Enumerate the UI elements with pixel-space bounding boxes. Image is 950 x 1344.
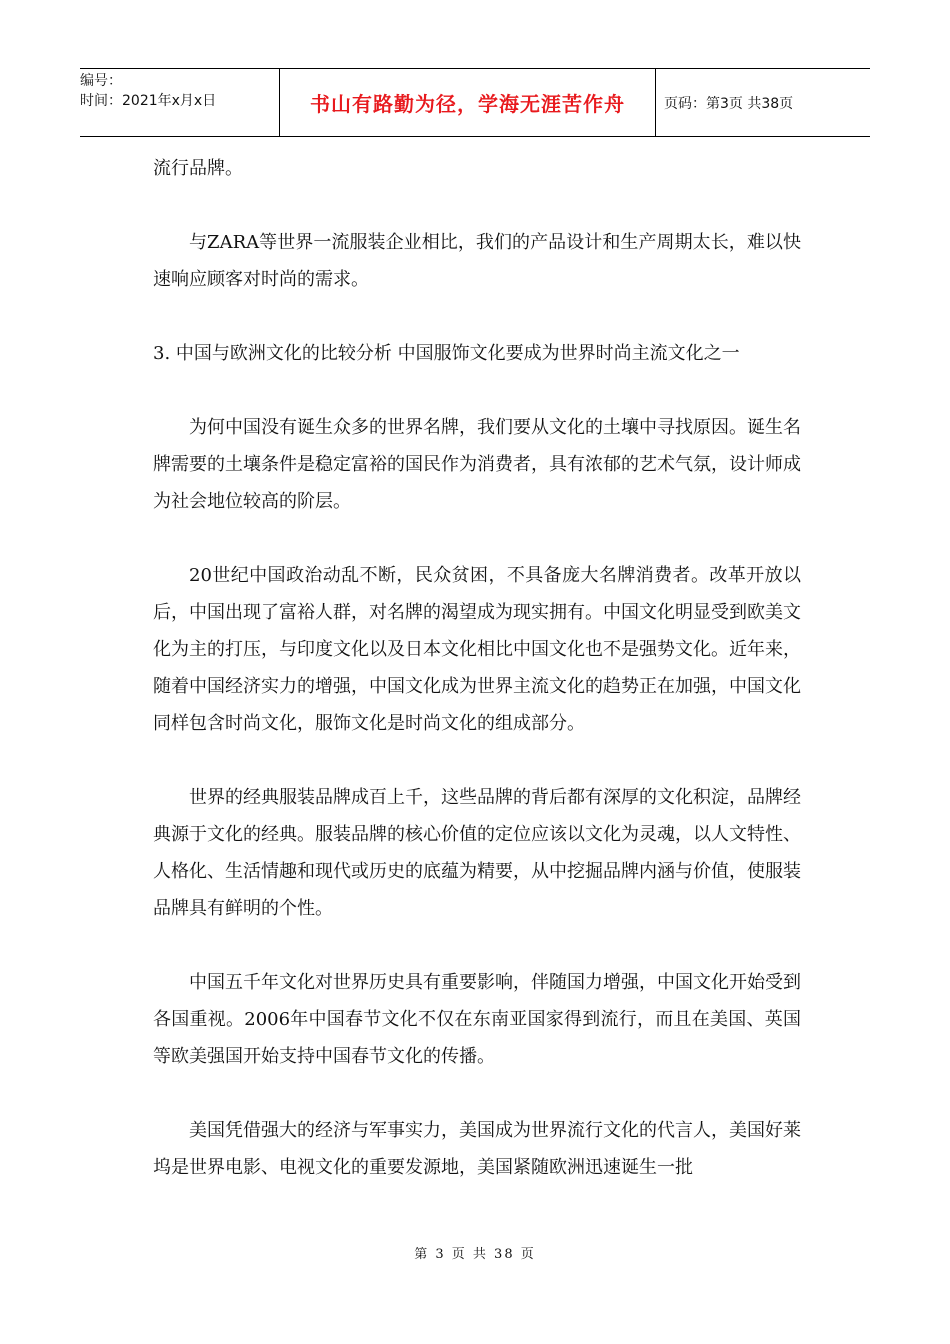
- paragraph-7: 美国凭借强大的经济与军事实力，美国成为世界流行文化的代言人，美国好莱坞是世界电影、电视文化的重要发源地，美国紧随欧洲迅速诞生一批: [153, 1120, 801, 1178]
- section-heading: 3. 中国与欧洲文化的比较分析 中国服饰文化要成为世界时尚主流文化之一: [153, 343, 740, 364]
- page-header: [80, 68, 870, 137]
- header-motto: 书山有路勤为径，学海无涯苦作舟: [280, 69, 656, 136]
- paragraph-3: 为何中国没有诞生众多的世界名牌，我们要从文化的土壤中寻找原因。诞生名牌需要的土壤条件是稳定富裕的国民作为消费者，具有浓郁的艺术气氛，设计师成为社会地位较高的阶层。: [153, 417, 801, 512]
- paragraph-6: 中国五千年文化对世界历史具有重要影响，伴随国力增强，中国文化开始受到各国重视。2006年中国春节文化不仅在东南亚国家得到流行，而且在美国、英国等欧美强国开始支持中国春节文化的传播。: [153, 972, 801, 1067]
- paragraph-4: 20世纪中国政治动乱不断，民众贫困，不具备庞大名牌消费者。改革开放以后，中国出现了富裕人群，对名牌的渴望成为现实拥有。中国文化明显受到欧美文化为主的打压，与印度文化以及日本文化相比中国文化也不是强势文化。近年来，随着中国经济实力的增强，中国文化成为世界主流文化的趋势正在加强，中国文化同样包含时尚文化，服饰文化是时尚文化的组成部分。: [153, 565, 801, 734]
- paragraph-1: 流行品牌。: [153, 158, 243, 179]
- header-page-info: 页码：第3页 共38页: [664, 95, 794, 112]
- document-number-label: 编号：: [80, 73, 122, 89]
- paragraph-5: 世界的经典服装品牌成百上千，这些品牌的背后都有深厚的文化积淀，品牌经典源于文化的经典。服装品牌的核心价值的定位应该以文化为灵魂，以人文特性、人格化、生活情趣和现代或历史的底蕴为精要，从中挖掘品牌内涵与价值，使服装品牌具有鲜明的个性。: [153, 787, 801, 919]
- paragraph-2: 与ZARA等世界一流服装企业相比，我们的产品设计和生产周期太长，难以快速响应顾客对时尚的需求。: [153, 232, 801, 290]
- page-footer: 第 3 页 共 38 页: [414, 1247, 536, 1262]
- header-meta: [80, 69, 280, 136]
- document-time: 时间：2021年x月x日: [80, 93, 217, 109]
- document-body: [153, 150, 801, 1186]
